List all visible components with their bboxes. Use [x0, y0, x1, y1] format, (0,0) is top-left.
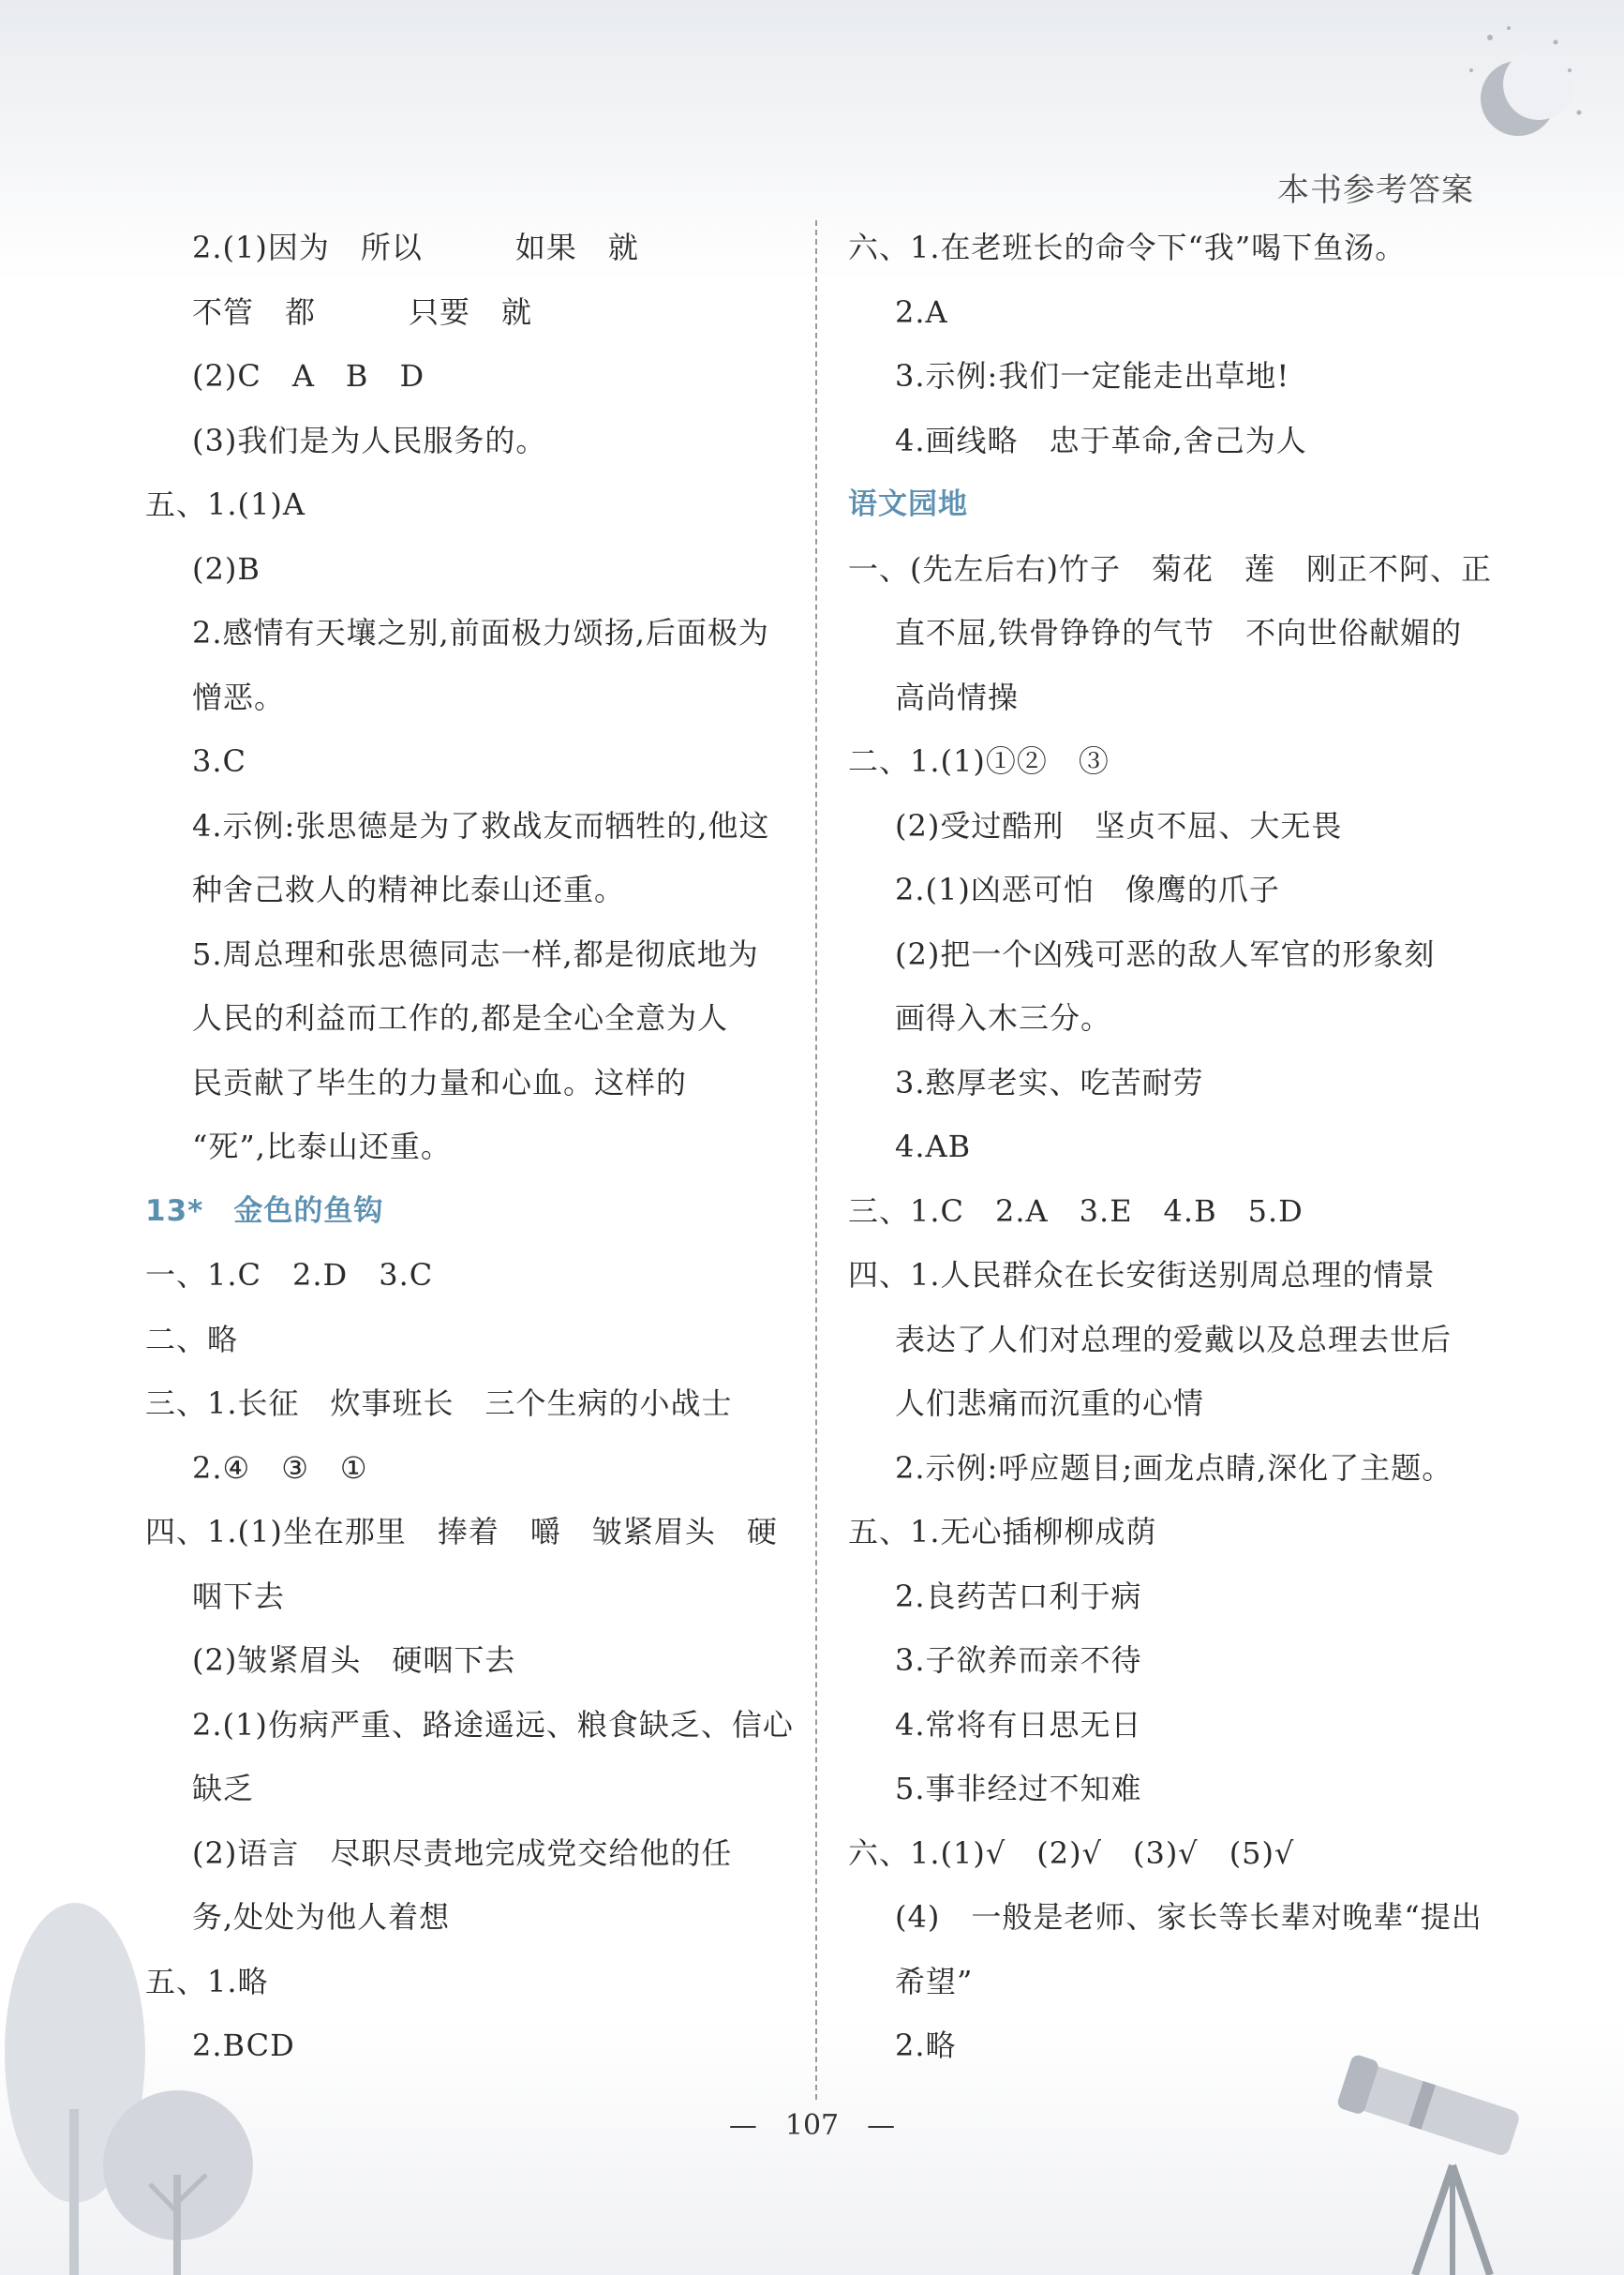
answer-line: 5.周总理和张思德同志一样,都是彻底地为 — [192, 935, 759, 972]
answer-line: 一、(先左后右)竹子 菊花 莲 刚正不阿、正 — [848, 550, 1492, 587]
answer-line: 2.感情有天壤之别,前面极力颂扬,后面极为 — [192, 615, 769, 651]
answer-line: 2.④ ③ ① — [192, 1449, 368, 1486]
answer-line: 4.画线略 忠于革命,舍己为人 — [895, 422, 1307, 458]
answer-line: 二、1.(1)①② ③ — [848, 743, 1110, 779]
tree-icon — [0, 1893, 300, 2275]
answer-line: 表达了人们对总理的爱戴以及总理去世后 — [895, 1321, 1453, 1357]
answer-line: (3)我们是为人民服务的。 — [192, 422, 547, 458]
answer-line: 3.示例:我们一定能走出草地! — [895, 358, 1290, 394]
answer-line: 人民的利益而工作的,都是全心全意为人 — [192, 1000, 729, 1036]
answer-line: 四、1.(1)坐在那里 捧着 嚼 皱紧眉头 硬 — [145, 1514, 778, 1549]
answer-line: (2)语言 尽职尽责地完成党交给他的任 — [192, 1834, 733, 1871]
answer-line: 直不屈,铁骨铮铮的气节 不向世俗献媚的 — [895, 615, 1463, 651]
answer-line: 4.常将有日思无日 — [895, 1706, 1142, 1743]
answer-line: 2.(1)伤病严重、路途遥远、粮食缺乏、信心 — [192, 1706, 794, 1743]
answer-line: (2)C A B D — [192, 358, 425, 394]
answer-line: 3.C — [192, 743, 247, 779]
answer-line: 2.良药苦口利于病 — [895, 1578, 1142, 1614]
answer-line: 2.略 — [895, 2028, 957, 2063]
answer-line: 五、1.(1)A — [145, 486, 305, 522]
answer-line: 2.(1)因为 所以 如果 就 — [192, 230, 639, 265]
answer-line: 希望” — [895, 1963, 974, 1999]
answer-line: 2.A — [895, 293, 948, 330]
answer-line: 高尚情操 — [895, 679, 1020, 715]
section-heading: 语文园地 — [848, 487, 968, 521]
answer-line: 人们悲痛而沉重的心情 — [895, 1385, 1205, 1421]
right-column — [848, 216, 1504, 2078]
column-divider — [815, 220, 817, 2100]
section-heading: 13* 金色的鱼钩 — [145, 1193, 384, 1228]
answer-line: (2)把一个凶残可恶的敌人军官的形象刻 — [895, 935, 1436, 972]
answer-line: (2)皱紧眉头 硬咽下去 — [192, 1642, 516, 1678]
moon-stars-icon — [1453, 19, 1593, 159]
answer-line: 不管 都 只要 就 — [192, 293, 533, 330]
answer-line: 5.事非经过不知难 — [895, 1771, 1142, 1806]
answer-line: 六、1.在老班长的命令下“我”喝下鱼汤。 — [848, 230, 1407, 265]
answer-line: 种舍己救人的精神比泰山还重。 — [192, 872, 626, 907]
answer-line: 六、1.(1)√ (2)√ (3)√ (5)√ — [848, 1834, 1295, 1871]
answer-line: 一、1.C 2.D 3.C — [145, 1257, 434, 1293]
answer-line: 四、1.人民群众在长安街送别周总理的情景 — [848, 1257, 1436, 1293]
answer-line: 3.子欲养而亲不待 — [895, 1642, 1142, 1678]
answer-line: “死”,比泰山还重。 — [192, 1129, 452, 1164]
answer-line: 4.示例:张思德是为了救战友而牺牲的,他这 — [192, 807, 770, 844]
answer-line: 五、1.无心插柳柳成荫 — [848, 1514, 1157, 1549]
telescope-icon — [1312, 2043, 1556, 2275]
answer-line: 二、略 — [145, 1321, 239, 1357]
answer-line: (4) 一般是老师、家长等长辈对晚辈“提出 — [895, 1899, 1482, 1935]
answer-line: 画得入木三分。 — [895, 1000, 1112, 1036]
answer-line: 五、1.略 — [145, 1963, 269, 1999]
answer-line: 三、1.长征 炊事班长 三个生病的小战士 — [145, 1385, 733, 1421]
page-number: — 107 — — [728, 2109, 896, 2142]
answer-line: 咽下去 — [192, 1578, 286, 1614]
answer-line: (2)B — [192, 550, 261, 587]
answer-line: 2.(1)凶恶可怕 像鹰的爪子 — [895, 872, 1280, 907]
answer-line: 2.BCD — [192, 2028, 295, 2063]
answer-line: 务,处处为他人着想 — [192, 1899, 451, 1935]
answer-line: (2)受过酷刑 坚贞不屈、大无畏 — [895, 807, 1343, 844]
left-column — [145, 216, 792, 2078]
answer-line: 4.AB — [895, 1129, 972, 1164]
answer-line: 三、1.C 2.A 3.E 4.B 5.D — [848, 1192, 1304, 1229]
answer-line: 2.示例:呼应题目;画龙点睛,深化了主题。 — [895, 1449, 1453, 1486]
answer-line: 3.憨厚老实、吃苦耐劳 — [895, 1064, 1204, 1100]
answer-line: 民贡献了毕生的力量和心血。这样的 — [192, 1064, 688, 1100]
page-header: 本书参考答案 — [1277, 172, 1474, 209]
answer-line: 憎恶。 — [192, 679, 286, 715]
answer-line: 缺乏 — [192, 1771, 255, 1806]
